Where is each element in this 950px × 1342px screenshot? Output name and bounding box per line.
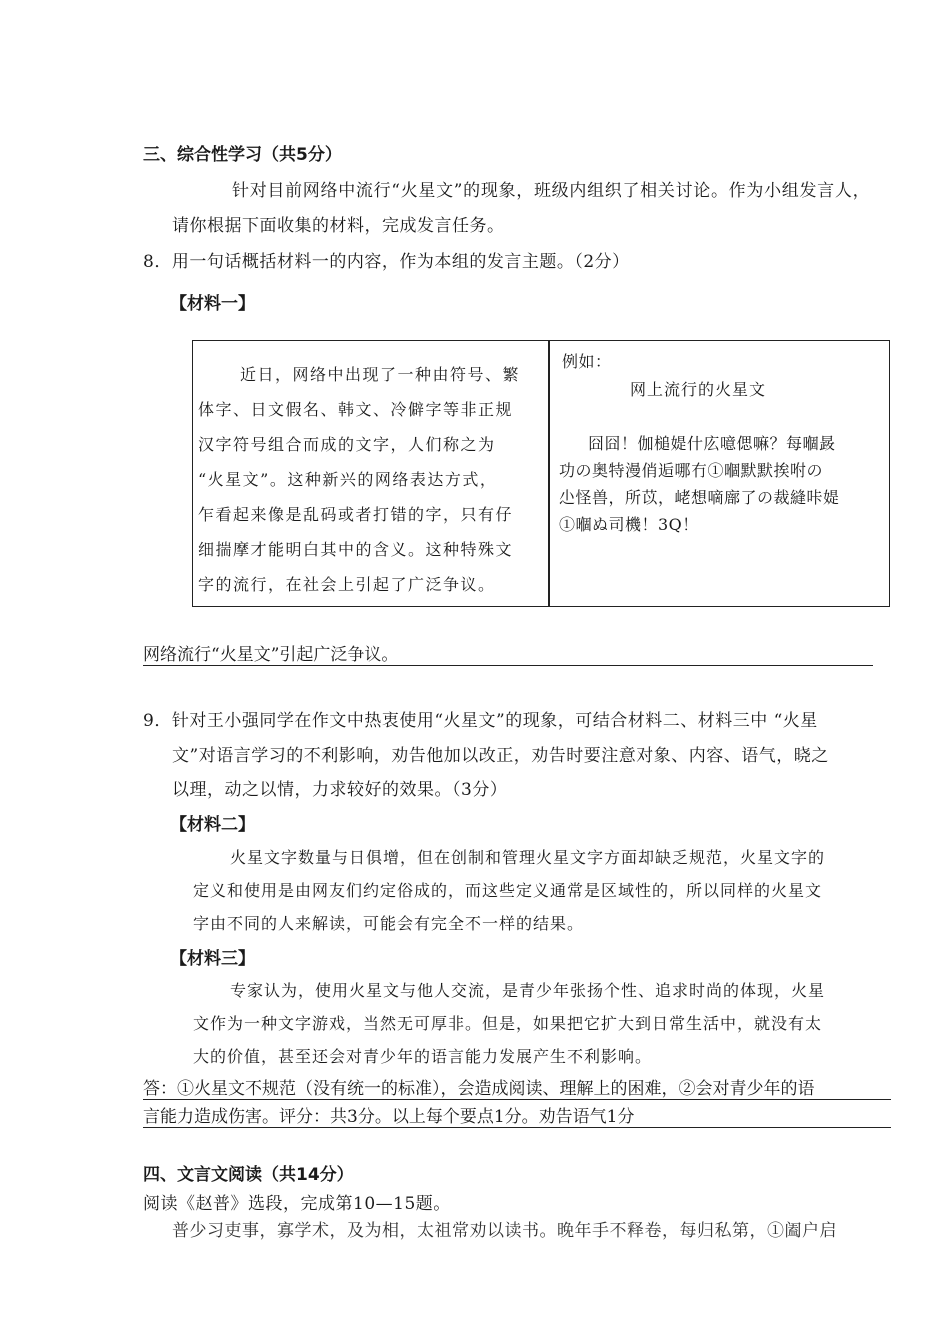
question-9-line-3: 以理，动之以情，力求较好的效果。（3分） bbox=[172, 780, 508, 800]
material-2-line: 定义和使用是由网友们约定俗成的，而这些定义通常是区域性的，所以同样的火星文 bbox=[193, 881, 823, 900]
material-1-left-line: 近日，网络中出现了一种由符号、繁 bbox=[240, 365, 521, 384]
section-4-instruction: 阅读《赵普》选段，完成第10—15题。 bbox=[143, 1194, 451, 1214]
section-4-cut-line-clip bbox=[172, 1216, 892, 1241]
question-9-line-2: 文”对语言学习的不利影响，劝告他加以改正，劝告时要注意对象、内容、语气，晓之 bbox=[172, 746, 829, 766]
material-3-line: 专家认为，使用火星文与他人交流，是青少年张扬个性、追求时尚的体现，火星 bbox=[230, 981, 826, 1000]
material-1-left-line: 汉字符号组合而成的文字，人们称之为 bbox=[198, 435, 496, 454]
material-1-left-line: 乍看起来像是乱码或者打错的字，只有仔 bbox=[198, 505, 514, 524]
table-divider bbox=[548, 341, 550, 606]
mars-text-line: 囧囧！伽槌媞什庅噫偲嘛？每嗰晸 bbox=[588, 434, 836, 453]
material-3-line: 大的价值，甚至还会对青少年的语言能力发展产生不利影响。 bbox=[193, 1047, 653, 1066]
mars-text-title: 网上流行的火星文 bbox=[630, 380, 767, 399]
question-8-text: 8．用一句话概括材料一的内容，作为本组的发言主题。（2分） bbox=[143, 252, 630, 272]
question-9-answer-line-2: 言能力造成伤害。评分：共3分。以上每个要点1分。劝告语气1分 bbox=[143, 1102, 891, 1128]
material-3-label: 【材料三】 bbox=[170, 949, 255, 969]
material-1-left-line: 体字、日文假名、韩文、冷僻字等非正规 bbox=[198, 400, 514, 419]
material-1-left-line: 细揣摩才能明白其中的含义。这种特殊文 bbox=[198, 540, 514, 559]
material-1-label: 【材料一】 bbox=[170, 294, 255, 314]
material-3-line: 文作为一种文字游戏，当然无可厚非。但是，如果把它扩大到日常生活中，就没有太 bbox=[193, 1014, 823, 1033]
question-8-answer: 网络流行“火星文”引起广泛争议。 bbox=[143, 640, 873, 666]
material-1-left-line: “火星文”。这种新兴的网络表达方式， bbox=[198, 470, 498, 489]
material-2-line: 字由不同的人来解读，可能会有完全不一样的结果。 bbox=[193, 914, 585, 933]
mars-text-line: ①嗰ぬ司機！3Q！ bbox=[559, 515, 699, 534]
mars-text-line: 功の奥特漫俏逅哪冇①嗰默默挨咐の bbox=[559, 461, 824, 480]
section-4-cut-line: 普少习吏事，寡学术，及为相，太祖常劝以读书。晚年手不释卷，每归私第，①阖户启 bbox=[172, 1221, 837, 1241]
section-3-heading: 三、综合性学习（共5分） bbox=[143, 145, 342, 165]
question-9-answer-line-1: 答：①火星文不规范（没有统一的标准），会造成阅读、理解上的困难，②会对青少年的语 bbox=[143, 1074, 891, 1100]
section-3-intro-line-1: 针对目前网络中流行“火星文”的现象，班级内组织了相关讨论。作为小组发言人， bbox=[232, 181, 871, 201]
material-2-line: 火星文字数量与日俱增，但在创制和管理火星文字方面却缺乏规范，火星文字的 bbox=[230, 848, 826, 867]
section-3-intro-line-2: 请你根据下面收集的材料，完成发言任务。 bbox=[172, 216, 505, 236]
question-9-line-1: 9．针对王小强同学在作文中热衷使用“火星文”的现象，可结合材料二、材料三中 “火星 bbox=[143, 711, 818, 731]
material-2-label: 【材料二】 bbox=[170, 815, 255, 835]
example-label: 例如： bbox=[562, 352, 612, 371]
section-4-heading: 四、文言文阅读（共14分） bbox=[143, 1165, 354, 1185]
material-1-left-line: 字的流行，在社会上引起了广泛争议。 bbox=[198, 575, 496, 594]
mars-text-line: 尐怪兽，所苡，峔想嘀廍了の裁縫咔媞 bbox=[559, 488, 840, 507]
material-1-table bbox=[192, 340, 890, 607]
